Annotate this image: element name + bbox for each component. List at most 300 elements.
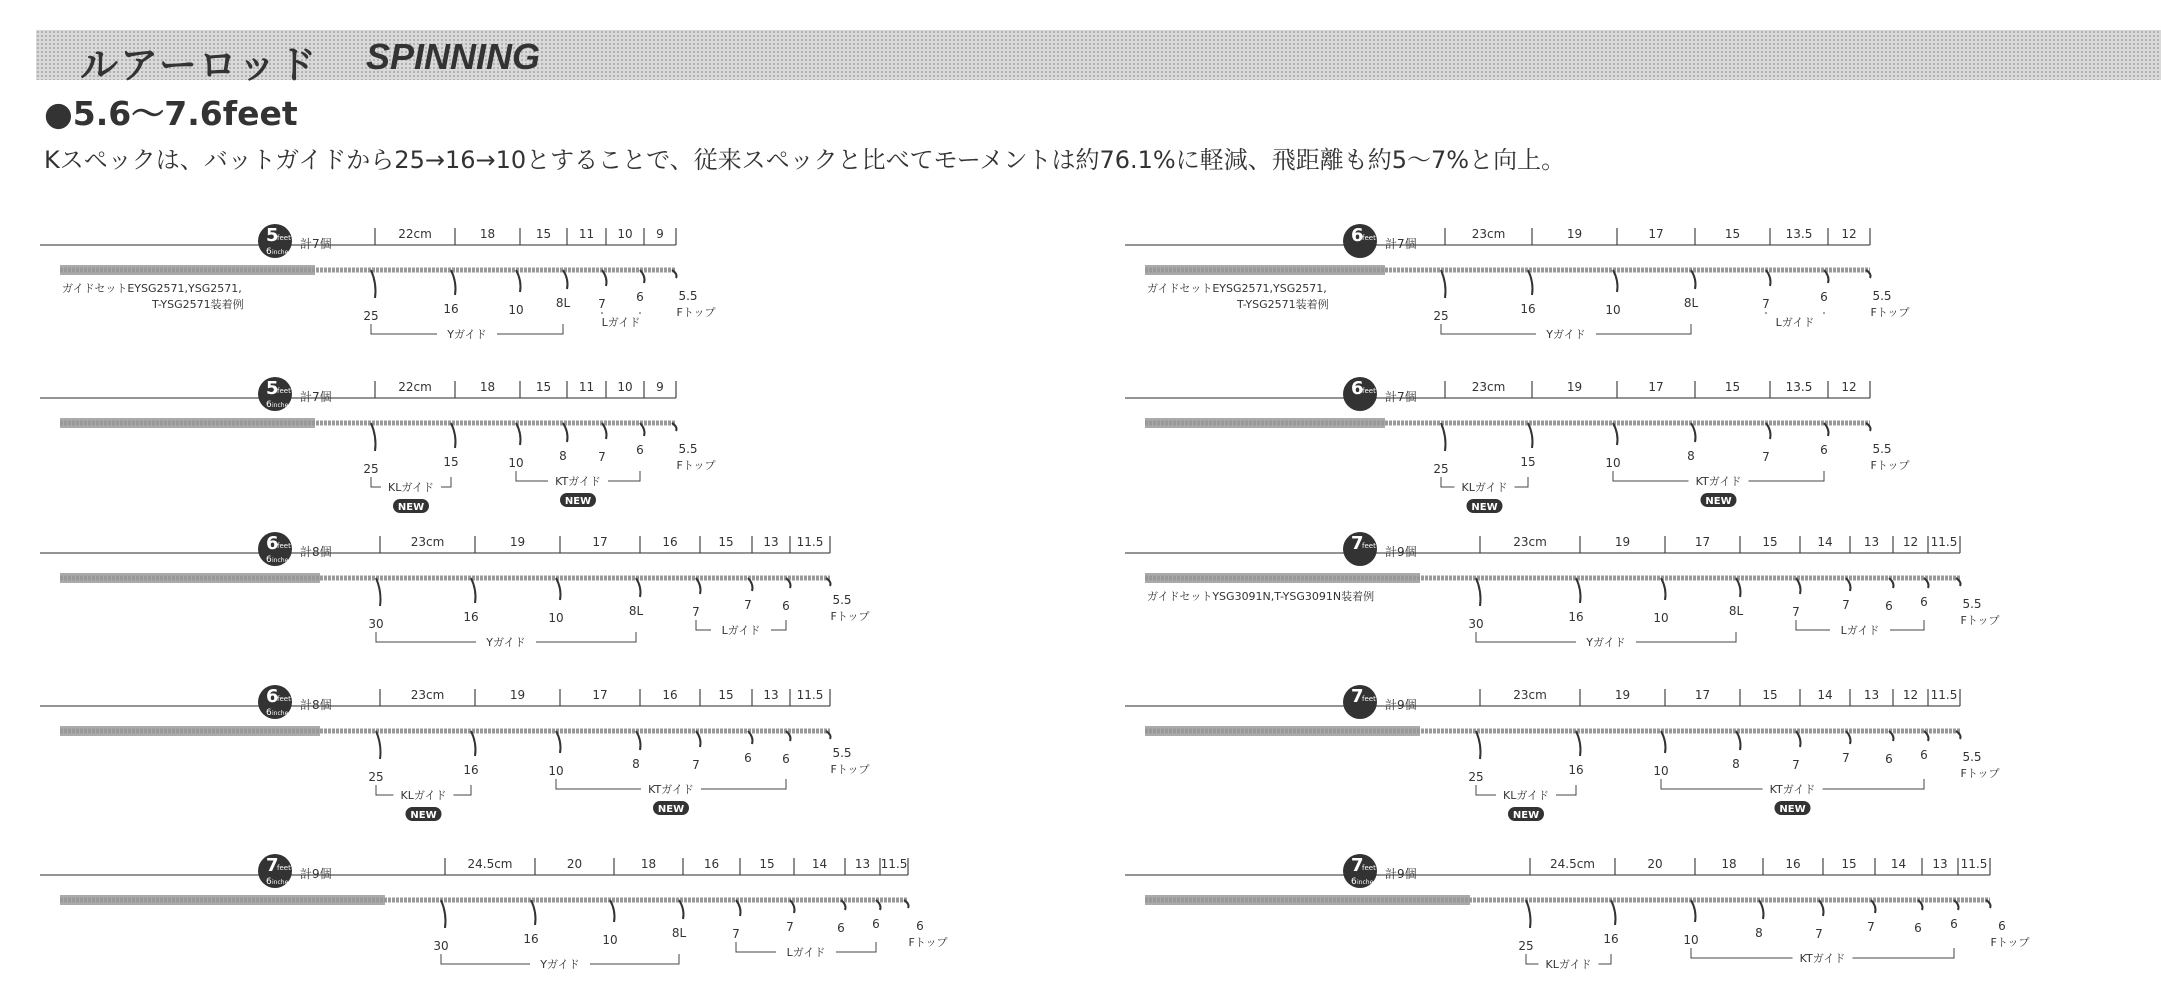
guide-ring-mark bbox=[736, 900, 741, 916]
section-description: Kスペックは、バットガイドから25→16→10とすることで、従来スペックと比べてモーメントは約76.1%に軽減、飛距離も約5〜7%と向上。 bbox=[44, 146, 1566, 174]
top-guide-label: Fトップ bbox=[908, 936, 948, 949]
guide-size-label: 16 bbox=[523, 932, 539, 946]
spacing-label: 23cm bbox=[1471, 380, 1506, 394]
spacing-label: 11.5 bbox=[1960, 857, 1988, 871]
guide-ring-mark bbox=[516, 270, 521, 292]
spacing-label: 15 bbox=[1724, 380, 1741, 394]
guide-size-label: 6 bbox=[1885, 752, 1893, 766]
guide-ring-mark bbox=[1736, 578, 1741, 597]
spacing-label: 13 bbox=[1863, 535, 1880, 549]
guide-size-label: 10 bbox=[1605, 303, 1621, 317]
guide-size-label: 15 bbox=[443, 455, 459, 469]
guide-size-label: 10 bbox=[548, 764, 564, 778]
guide-group-label: Lガイド bbox=[601, 316, 641, 329]
guide-ring-mark bbox=[640, 423, 645, 436]
guide-ring-mark bbox=[1476, 731, 1481, 759]
guide-size-label: 7 bbox=[598, 450, 606, 464]
guide-size-label: 8 bbox=[632, 757, 640, 771]
guide-ring-mark bbox=[636, 731, 641, 750]
guide-size-label: 8L bbox=[1728, 604, 1744, 618]
size-inches-unit: inches bbox=[272, 710, 292, 717]
guide-size-label: 6 bbox=[1820, 290, 1828, 304]
guide-ring-mark bbox=[1528, 270, 1533, 295]
spacing-label: 15 bbox=[1762, 688, 1778, 702]
top-guide-label: Fトップ bbox=[1960, 614, 2000, 627]
guide-size-label: 5.5 bbox=[1872, 442, 1892, 456]
spacing-label: 15 bbox=[535, 227, 552, 241]
guide-group-label: KTガイド bbox=[1799, 952, 1846, 965]
size-feet: 6 bbox=[266, 533, 279, 554]
spacing-label: 13.5 bbox=[1785, 380, 1813, 394]
guide-ring-mark bbox=[1528, 423, 1533, 448]
spacing-label: 16 bbox=[662, 535, 678, 549]
size-inches-unit: inches bbox=[1357, 879, 1377, 886]
guide-ring-mark bbox=[1613, 423, 1618, 445]
guide-size-label: 10 bbox=[602, 933, 618, 947]
guide-ring-mark bbox=[876, 900, 881, 910]
guide-ring-mark bbox=[376, 578, 381, 606]
top-guide-label: Fトップ bbox=[676, 459, 716, 472]
guide-ring-mark bbox=[531, 900, 536, 925]
spacing-label: 9 bbox=[656, 380, 664, 394]
guide-size-label: 10 bbox=[1605, 456, 1621, 470]
rod-diagram bbox=[40, 532, 870, 649]
spacing-label: 12 bbox=[1841, 227, 1857, 241]
guide-size-label: 25 bbox=[1468, 770, 1484, 784]
guide-ring-mark bbox=[1889, 731, 1894, 741]
guide-ring-mark bbox=[636, 578, 641, 597]
spacing-label: 24.5cm bbox=[1549, 857, 1596, 871]
guide-group-label: Yガイド bbox=[540, 958, 580, 971]
guide-size-label: 5.5 bbox=[678, 289, 698, 303]
guide-size-label: 16 bbox=[463, 763, 479, 777]
spacing-label: 17 bbox=[1694, 688, 1711, 702]
spacing-label: 22cm bbox=[398, 380, 432, 394]
size-inches: 6 bbox=[266, 555, 272, 565]
guide-set-text: ガイドセットYSG3091N,T-YSG3091N装着例 bbox=[1147, 590, 1375, 603]
size-feet-unit: feet bbox=[1362, 387, 1376, 395]
guide-ring-mark bbox=[563, 270, 568, 289]
guide-size-label: 25 bbox=[1433, 462, 1449, 476]
guide-group-label: KTガイド bbox=[555, 475, 601, 488]
guide-set-text: T-YSG2571装着例 bbox=[152, 298, 244, 311]
top-guide-label: Fトップ bbox=[676, 306, 716, 319]
guide-size-label: 6 bbox=[872, 917, 880, 931]
new-badge-label: NEW bbox=[657, 804, 685, 815]
spacing-label: 15 bbox=[718, 688, 734, 702]
size-feet: 6 bbox=[1351, 225, 1364, 246]
spacing-label: 14 bbox=[1817, 688, 1833, 702]
guide-group-label: Lガイド bbox=[786, 946, 826, 959]
guide-size-label: 30 bbox=[368, 617, 384, 631]
guide-size-label: 7 bbox=[1792, 758, 1800, 772]
spacing-label: 16 bbox=[1785, 857, 1801, 871]
spacing-label: 12 bbox=[1841, 380, 1857, 394]
guide-count: 計7個 bbox=[300, 237, 332, 251]
new-badge-label: NEW bbox=[410, 810, 437, 821]
guide-ring-mark bbox=[1611, 900, 1616, 925]
guide-size-label: 10 bbox=[1653, 611, 1669, 625]
guide-ring-mark bbox=[640, 270, 645, 283]
spacing-label: 23cm bbox=[1513, 688, 1547, 702]
spacing-label: 19 bbox=[1614, 535, 1631, 549]
guide-ring-mark bbox=[696, 731, 701, 747]
spacing-label: 15 bbox=[1841, 857, 1857, 871]
spacing-label: 19 bbox=[509, 535, 526, 549]
spacing-label: 13.5 bbox=[1785, 227, 1813, 241]
guide-size-label: 7 bbox=[744, 598, 752, 612]
new-badge-label: NEW bbox=[1512, 810, 1540, 821]
top-guide-label: Fトップ bbox=[1990, 936, 2030, 949]
spacing-label: 20 bbox=[1647, 857, 1663, 871]
spacing-label: 13 bbox=[763, 688, 779, 702]
spacing-label: 15 bbox=[535, 380, 552, 394]
spacing-label: 18 bbox=[479, 380, 496, 394]
size-inches: 6 bbox=[266, 708, 272, 718]
size-feet: 7 bbox=[1351, 855, 1364, 876]
guide-count: 計7個 bbox=[1385, 237, 1417, 251]
spacing-label: 20 bbox=[566, 857, 583, 871]
guide-size-label: 7 bbox=[1867, 920, 1875, 934]
guide-size-label: 16 bbox=[443, 302, 459, 316]
size-feet: 7 bbox=[1351, 686, 1364, 707]
guide-size-label: 6 bbox=[1885, 599, 1893, 613]
guide-count: 計9個 bbox=[300, 867, 332, 881]
guide-size-label: 8L bbox=[1683, 296, 1699, 310]
size-feet: 5 bbox=[266, 225, 279, 246]
guide-group-label: KLガイド bbox=[400, 789, 447, 802]
guide-size-label: 10 bbox=[1653, 764, 1669, 778]
spacing-label: 11.5 bbox=[880, 857, 908, 871]
guide-size-label: 5.5 bbox=[832, 593, 852, 607]
spacing-label: 19 bbox=[1614, 688, 1631, 702]
guide-ring-mark bbox=[1441, 423, 1446, 451]
guide-size-label: 16 bbox=[1568, 763, 1584, 777]
rod-diagram bbox=[40, 854, 948, 971]
guide-ring-mark bbox=[556, 731, 561, 753]
guide-count: 計8個 bbox=[300, 545, 332, 559]
guide-ring-mark bbox=[1759, 900, 1764, 919]
guide-ring-mark bbox=[1661, 731, 1666, 753]
spacing-label: 23cm bbox=[1513, 535, 1547, 549]
guide-ring-mark bbox=[904, 900, 909, 908]
new-badge-label: NEW bbox=[1779, 804, 1806, 815]
rod-diagram bbox=[1125, 377, 1910, 513]
spacing-label: 17 bbox=[592, 535, 608, 549]
guide-ring-mark bbox=[748, 578, 753, 591]
section-title: ●5.6〜7.6feet bbox=[44, 94, 298, 133]
guide-size-label: 5.5 bbox=[1872, 289, 1892, 303]
spacing-label: 19 bbox=[509, 688, 526, 702]
guide-size-label: 5.5 bbox=[1962, 750, 1982, 764]
guide-ring-mark bbox=[451, 270, 456, 295]
guide-size-label: 16 bbox=[1603, 932, 1619, 946]
guide-ring-mark bbox=[1476, 578, 1481, 606]
guide-ring-mark bbox=[672, 423, 677, 431]
spacing-label: 16 bbox=[662, 688, 678, 702]
guide-set-text: ガイドセットEYSG2571,YSG2571, bbox=[62, 282, 242, 295]
size-inches: 6 bbox=[266, 877, 272, 887]
spacing-label: 17 bbox=[592, 688, 608, 702]
size-feet-unit: feet bbox=[277, 542, 291, 550]
size-inches-unit: inches bbox=[272, 557, 292, 564]
guide-size-label: 7 bbox=[1815, 927, 1823, 941]
guide-size-label: 7 bbox=[786, 920, 794, 934]
spacing-label: 15 bbox=[1724, 227, 1741, 241]
new-badge-label: NEW bbox=[1471, 502, 1498, 513]
guide-set-text: T-YSG2571装着例 bbox=[1237, 298, 1329, 311]
spacing-label: 11.5 bbox=[1930, 535, 1958, 549]
rod-diagram bbox=[40, 685, 870, 821]
guide-size-label: 5.5 bbox=[1962, 597, 1982, 611]
spacing-label: 11 bbox=[578, 380, 595, 394]
guide-ring-mark bbox=[1736, 731, 1741, 750]
guide-group-label: Lガイド bbox=[1775, 316, 1815, 329]
spacing-label: 11.5 bbox=[1930, 688, 1958, 702]
guide-group-label: KTガイド bbox=[1769, 783, 1816, 796]
spacing-label: 19 bbox=[1566, 380, 1583, 394]
spacing-label: 9 bbox=[656, 227, 664, 241]
guide-group-label: Yガイド bbox=[1546, 328, 1586, 341]
size-feet-unit: feet bbox=[1362, 234, 1376, 242]
guide-size-label: 8L bbox=[671, 926, 687, 940]
guide-ring-mark bbox=[516, 423, 521, 445]
guide-count: 計7個 bbox=[1385, 390, 1417, 404]
size-feet-unit: feet bbox=[1362, 864, 1376, 872]
spacing-label: 13 bbox=[1863, 688, 1880, 702]
spacing-label: 11 bbox=[578, 227, 595, 241]
guide-ring-mark bbox=[376, 731, 381, 759]
guide-group-label: KTガイド bbox=[648, 783, 694, 796]
spacing-label: 16 bbox=[703, 857, 720, 871]
size-feet-unit: feet bbox=[277, 864, 291, 872]
spacing-label: 23cm bbox=[410, 535, 445, 549]
guide-group-label: Yガイド bbox=[1586, 636, 1626, 649]
guide-count: 計7個 bbox=[300, 390, 332, 404]
guide-group-label: Lガイド bbox=[721, 624, 761, 637]
guide-group-label: KTガイド bbox=[1695, 475, 1742, 488]
spacing-label: 18 bbox=[640, 857, 657, 871]
guide-ring-mark bbox=[748, 731, 753, 744]
guide-size-label: 6 bbox=[636, 290, 644, 304]
rod-diagram bbox=[1125, 854, 2030, 971]
rod-diagram bbox=[1125, 532, 2000, 649]
rod-diagram bbox=[1125, 224, 1910, 341]
spacing-label: 23cm bbox=[410, 688, 445, 702]
size-feet-unit: feet bbox=[277, 387, 291, 395]
spacing-label: 14 bbox=[1890, 857, 1907, 871]
guide-size-label: 7 bbox=[598, 297, 606, 311]
size-feet: 7 bbox=[266, 855, 279, 876]
guide-ring-mark bbox=[1576, 578, 1581, 603]
top-guide-label: Fトップ bbox=[1870, 306, 1910, 319]
guide-size-label: 6 bbox=[1820, 443, 1828, 457]
guide-ring-mark bbox=[1576, 731, 1581, 756]
guide-size-label: 10 bbox=[508, 456, 524, 470]
guide-ring-mark bbox=[556, 578, 561, 600]
top-guide-label: Fトップ bbox=[1870, 459, 1910, 472]
page-title: ルアーロッド bbox=[80, 43, 319, 87]
spacing-label: 13 bbox=[763, 535, 779, 549]
spacing-label: 15 bbox=[759, 857, 775, 871]
size-inches-unit: inches bbox=[272, 402, 292, 409]
guide-ring-mark bbox=[1661, 578, 1666, 600]
spacing-label: 18 bbox=[479, 227, 496, 241]
guide-size-label: 8L bbox=[555, 296, 571, 310]
spacing-label: 15 bbox=[1762, 535, 1778, 549]
guide-size-label: 8 bbox=[559, 449, 567, 463]
guide-size-label: 6 bbox=[1920, 748, 1928, 762]
guide-group-label: KLガイド bbox=[1545, 958, 1592, 971]
spacing-label: 22cm bbox=[398, 227, 432, 241]
guide-size-label: 5.5 bbox=[678, 442, 698, 456]
guide-size-label: 7 bbox=[732, 927, 740, 941]
spacing-label: 12 bbox=[1902, 535, 1919, 549]
guide-size-label: 6 bbox=[744, 751, 752, 765]
guide-size-label: 6 bbox=[1950, 917, 1958, 931]
new-badge-label: NEW bbox=[397, 502, 425, 513]
size-inches-unit: inches bbox=[272, 879, 292, 886]
guide-count: 計9個 bbox=[1385, 698, 1417, 712]
spacing-label: 23cm bbox=[1471, 227, 1506, 241]
guide-size-label: 30 bbox=[1468, 617, 1484, 631]
guide-size-label: 10 bbox=[548, 611, 564, 625]
size-inches: 6 bbox=[266, 247, 272, 257]
page-subtitle: SPINNING bbox=[366, 36, 541, 77]
guide-size-label: 25 bbox=[368, 770, 384, 784]
guide-ring-mark bbox=[451, 423, 456, 448]
guide-group-label: KLガイド bbox=[387, 481, 435, 494]
new-badge-label: NEW bbox=[1705, 496, 1732, 507]
size-feet-unit: feet bbox=[1362, 542, 1376, 550]
guide-group-label: KLガイド bbox=[1502, 789, 1550, 802]
spacing-label: 17 bbox=[1648, 380, 1664, 394]
guide-ring-mark bbox=[371, 423, 376, 451]
guide-ring-mark bbox=[1613, 270, 1618, 292]
guide-size-label: 5.5 bbox=[832, 746, 852, 760]
spacing-label: 12 bbox=[1902, 688, 1919, 702]
guide-count: 計9個 bbox=[1385, 867, 1417, 881]
guide-size-label: 25 bbox=[363, 462, 379, 476]
guide-ring-mark bbox=[1691, 900, 1696, 922]
guide-size-label: 8 bbox=[1732, 757, 1740, 771]
guide-size-label: 7 bbox=[1762, 450, 1770, 464]
spacing-label: 10 bbox=[617, 227, 633, 241]
guide-ring-mark bbox=[696, 578, 701, 594]
guide-size-label: 6 bbox=[782, 599, 790, 613]
spacing-label: 14 bbox=[811, 857, 828, 871]
guide-count: 計9個 bbox=[1385, 545, 1417, 559]
spacing-label: 11.5 bbox=[796, 688, 824, 702]
spacing-label: 13 bbox=[854, 857, 871, 871]
guide-ring-mark bbox=[471, 578, 476, 603]
spacing-label: 13 bbox=[1932, 857, 1948, 871]
rod-diagram bbox=[40, 377, 716, 513]
guide-size-label: 6 bbox=[1920, 595, 1928, 609]
guide-size-label: 7 bbox=[692, 605, 700, 619]
spacing-label: 10 bbox=[617, 380, 633, 394]
spacing-label: 18 bbox=[1721, 857, 1737, 871]
guide-ring-mark bbox=[1889, 578, 1894, 588]
guide-size-label: 30 bbox=[433, 939, 449, 953]
guide-ring-mark bbox=[371, 270, 376, 298]
spacing-label: 24.5cm bbox=[467, 857, 513, 871]
guide-size-label: 6 bbox=[1914, 921, 1922, 935]
guide-size-label: 6 bbox=[837, 921, 845, 935]
guide-ring-mark bbox=[1691, 423, 1696, 442]
top-guide-label: Fトップ bbox=[830, 763, 870, 776]
spacing-label: 15 bbox=[718, 535, 734, 549]
guide-group-label: KLガイド bbox=[1461, 481, 1508, 494]
rod-diagram bbox=[40, 224, 716, 341]
top-guide-label: Fトップ bbox=[830, 610, 870, 623]
guide-count: 計8個 bbox=[300, 698, 332, 712]
size-inches: 6 bbox=[266, 400, 272, 410]
guide-group-label: Lガイド bbox=[1840, 624, 1880, 637]
guide-size-label: 7 bbox=[1762, 297, 1770, 311]
spacing-label: 14 bbox=[1817, 535, 1833, 549]
guide-size-label: 6 bbox=[916, 919, 924, 933]
spacing-label: 17 bbox=[1648, 227, 1664, 241]
spacing-label: 17 bbox=[1694, 535, 1711, 549]
size-feet-unit: feet bbox=[277, 695, 291, 703]
guide-group-label: Yガイド bbox=[447, 328, 487, 341]
guide-size-label: 25 bbox=[1433, 309, 1449, 323]
size-feet: 5 bbox=[266, 378, 279, 399]
guide-size-label: 8 bbox=[1687, 449, 1695, 463]
guide-size-label: 6 bbox=[636, 443, 644, 457]
guide-ring-mark bbox=[1691, 270, 1696, 289]
guide-size-label: 25 bbox=[363, 309, 379, 323]
spacing-label: 11.5 bbox=[796, 535, 824, 549]
guide-ring-mark bbox=[441, 900, 446, 928]
guide-size-label: 7 bbox=[692, 758, 700, 772]
size-feet-unit: feet bbox=[277, 234, 291, 242]
guide-size-label: 7 bbox=[1842, 751, 1850, 765]
top-guide-label: Fトップ bbox=[1960, 767, 2000, 780]
guide-size-label: 16 bbox=[1520, 302, 1536, 316]
guide-size-label: 8L bbox=[628, 604, 644, 618]
guide-size-label: 25 bbox=[1518, 939, 1534, 953]
size-feet: 7 bbox=[1351, 533, 1364, 554]
guide-ring-mark bbox=[1526, 900, 1531, 928]
size-feet-unit: feet bbox=[1362, 695, 1376, 703]
guide-size-label: 8 bbox=[1755, 926, 1763, 940]
guide-ring-mark bbox=[563, 423, 568, 442]
guide-size-label: 10 bbox=[1683, 933, 1699, 947]
guide-size-label: 15 bbox=[1520, 455, 1536, 469]
guide-size-label: 6 bbox=[782, 752, 790, 766]
size-feet: 6 bbox=[266, 686, 279, 707]
guide-group-label: Yガイド bbox=[486, 636, 526, 649]
guide-size-label: 7 bbox=[1792, 605, 1800, 619]
guide-ring-mark bbox=[610, 900, 615, 922]
new-badge-label: NEW bbox=[564, 496, 592, 507]
size-inches: 6 bbox=[1351, 877, 1357, 887]
guide-size-label: 16 bbox=[1568, 610, 1584, 624]
guide-ring-mark bbox=[471, 731, 476, 756]
guide-ring-mark bbox=[679, 900, 684, 919]
rod-diagram bbox=[1125, 685, 2000, 821]
guide-size-label: 6 bbox=[1998, 919, 2006, 933]
guide-size-label: 10 bbox=[508, 303, 524, 317]
spacing-label: 19 bbox=[1566, 227, 1583, 241]
guide-set-text: ガイドセットEYSG2571,YSG2571, bbox=[1147, 282, 1327, 295]
guide-size-label: 7 bbox=[1842, 598, 1850, 612]
size-feet: 6 bbox=[1351, 378, 1364, 399]
guide-ring-mark bbox=[672, 270, 677, 278]
size-inches-unit: inches bbox=[272, 249, 292, 256]
